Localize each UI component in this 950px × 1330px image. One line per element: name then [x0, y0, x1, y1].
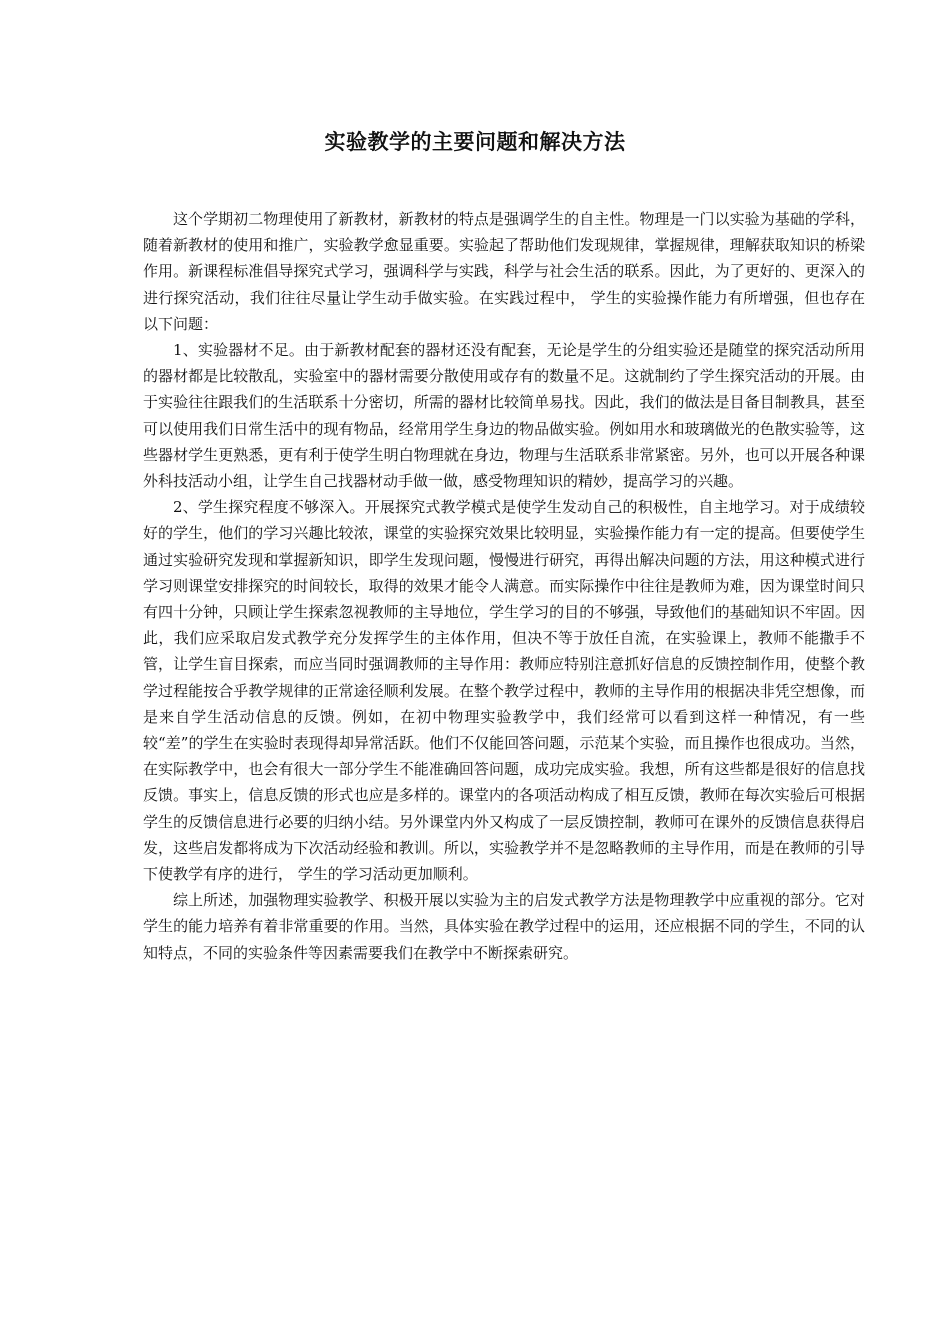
- issue-1-paragraph: 1、实验器材不足。由于新教材配套的器材还没有配套，无论是学生的分组实验还是随堂的探究活动所用的器材都是比较散乱，实验室中的器材需要分散使用或存有的数量不足。这就制约了学生探究活动的开展。由于实验往往跟我们的生活联系十分密切，所需的器材比较简单易找。因此，我们的做法是目备目制教具，甚至可以使用我们日常生活中的现有物品，经常用学生身边的物品做实验。例如用水和玻璃做光的色散实验等，这些器材学生更熟悉，更有利于使学生明白物理就在身边，物理与生活联系非常紧密。另外，也可以开展各种课外科技活动小组，让学生自己找器材动手做一做，感受物理知识的精妙，提高学习的兴趣。: [143, 341, 865, 491]
- document-body: [143, 206, 865, 966]
- intro-paragraph: 这个学期初二物理使用了新教材，新教材的特点是强调学生的自主性。物理是一门以实验为基础的学科，随着新教材的使用和推广，实验教学愈显重要。实验起了帮助他们发现规律，掌握规律，理解获取知识的桥梁作用。新课程标准倡导探究式学习，强调科学与实践，科学与社会生活的联系。因此，为了更好的、更深入的进行探究活动，我们往往尽量让学生动手做实验。在实践过程中， 学生的实验操作能力有所增强，但也存在以下问题：: [143, 210, 865, 333]
- document-title: 实验教学的主要问题和解决方法: [324, 130, 626, 154]
- conclusion-paragraph: 综上所述，加强物理实验教学、积极开展以实验为主的启发式教学方法是物理教学中应重视的部分。它对学生的能力培养有着非常重要的作用。当然，具体实验在教学过程中的运用，还应根据不同的学生，不同的认知特点，不同的实验条件等因素需要我们在教学中不断探索研究。: [143, 891, 865, 962]
- issue-2-paragraph: 2、学生探究程度不够深入。开展探究式教学模式是使学生发动自己的积极性，自主地学习。对于成绩较好的学生，他们的学习兴趣比较浓，课堂的实验探究效果比较明显，实验操作能力有一定的提高。但要使学生通过实验研究发现和掌握新知识，即学生发现问题，慢慢进行研究，再得出解决问题的方法，用这种模式进行学习则课堂安排探究的时间较长，取得的效果才能令人满意。而实际操作中往往是教师为难，因为课堂时间只有四十分钟，只顾让学生探索忽视教师的主导地位，学生学习的目的不够强，导致他们的基础知识不牢固。因此，我们应采取启发式教学充分发挥学生的主体作用，但决不等于放任自流，在实验课上，教师不能撒手不管，让学生盲目探索，而应当同时强调教师的主导作用：教师应特别注意抓好信息的反馈控制作用，使整个教学过程能按合乎教学规律的正常途径顺利发展。在整个教学过程中，教师的主导作用的根据决非凭空想像，而是来自学生活动信息的反馈。例如，在初中物理实验教学中，我们经常可以看到这样一种情况，有一些较“差”的学生在实验时表现得却异常活跃。他们不仅能回答问题，示范某个实验，而且操作也很成功。当然，在实际教学中，也会有很大一部分学生不能准确回答问题，成功完成实验。我想，所有这些都是很好的信息找反馈。事实上，信息反馈的形式也应是多样的。课堂内的各项活动构成了相互反馈，教师在每次实验后可根据学生的反馈信息进行必要的归纳小结。另外课堂内外又构成了一层反馈控制，教师可在课外的反馈信息获得启发，这些启发都将成为下次活动经验和教训。所以，实验教学并不是忽略教师的主导作用，而是在教师的引导下使教学有序的进行， 学生的学习活动更加顺利。: [143, 498, 865, 884]
